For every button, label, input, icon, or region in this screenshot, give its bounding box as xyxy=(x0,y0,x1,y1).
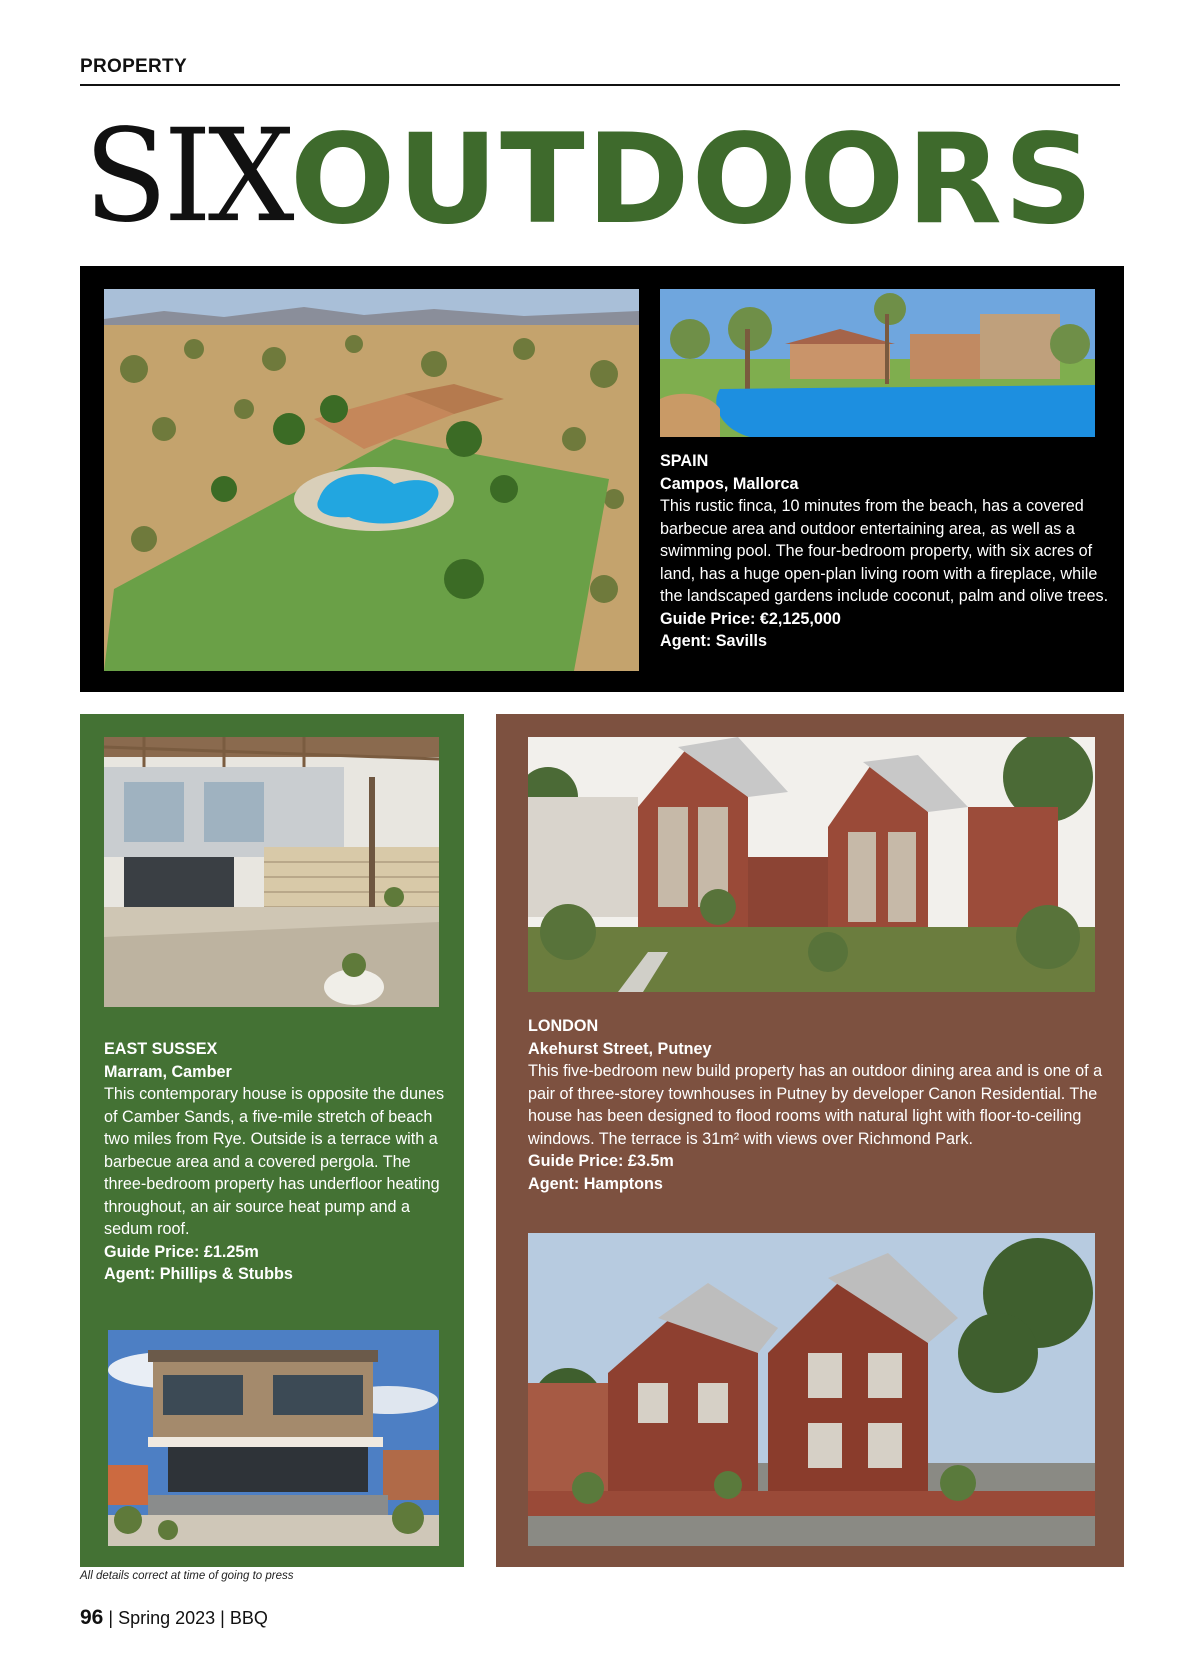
london-agent: Agent: Hamptons xyxy=(528,1174,663,1193)
folio-separator: | xyxy=(108,1608,119,1628)
page-folio xyxy=(80,1606,268,1630)
magazine-name: BBQ xyxy=(229,1608,268,1628)
spain-location: Campos, Mallorca xyxy=(660,474,799,493)
spain-description: This rustic finca, 10 minutes from the beach, has a covered barbecue area and outdoor entertaining area, as well as a swimming pool. The four-bedroom property, with six acres of land, has a huge open-plan living room with a fireplace, while the landscaped gardens include coconut, palm and olive trees. xyxy=(660,497,1109,605)
sussex-pergola-photo xyxy=(104,737,439,1007)
sussex-agent: Agent: Phillips & Stubbs xyxy=(104,1265,293,1283)
london-copy xyxy=(528,1015,1118,1195)
sussex-house-photo xyxy=(108,1330,439,1546)
sussex-price: Guide Price: £1.25m xyxy=(104,1242,259,1261)
folio-separator: | xyxy=(220,1608,230,1628)
london-description: This five-bedroom new build property has an outdoor dining area and is one of a pair of three-storey townhouses in Putney by developer Canon Residential. The house has been designed to flood rooms with natural light with floor-to-ceiling windows. The terrace is 31m² with views over Richmond Park. xyxy=(528,1062,1103,1148)
title-outdoors: OUTDOORS xyxy=(290,108,1096,252)
sussex-location: Marram, Camber xyxy=(104,1062,232,1081)
spain-price: Guide Price: €2,125,000 xyxy=(660,609,841,628)
spain-pool-photo xyxy=(660,289,1095,437)
sussex-copy xyxy=(104,1038,449,1286)
spain-aerial-photo xyxy=(104,289,639,671)
title-six: SIX xyxy=(84,101,291,251)
sussex-region: EAST SUSSEX xyxy=(104,1040,218,1058)
header-rule xyxy=(80,84,1120,86)
london-region: LONDON xyxy=(528,1017,599,1035)
spain-region: SPAIN xyxy=(660,452,709,470)
sussex-description: This contemporary house is opposite the dunes of Camber Sands, a five-mile stretch of beach two miles from Rye. Outside is a terrace with a barbecue area and a covered pergola. The three-bedroom property has underfloor heating throughout, an air source heat pump and a sedum roof. xyxy=(104,1085,445,1238)
issue-label: Spring 2023 xyxy=(118,1608,216,1628)
disclaimer: All details correct at time of going to press xyxy=(80,1570,294,1582)
spain-agent: Agent: Savills xyxy=(660,632,768,650)
london-price: Guide Price: £3.5m xyxy=(528,1152,674,1170)
spain-copy xyxy=(660,450,1110,653)
section-label: PROPERTY xyxy=(80,56,187,77)
london-location: Akehurst Street, Putney xyxy=(528,1039,712,1058)
page-number: 96 xyxy=(80,1606,104,1629)
london-garden-photo xyxy=(528,737,1095,992)
london-street-photo xyxy=(528,1233,1095,1546)
